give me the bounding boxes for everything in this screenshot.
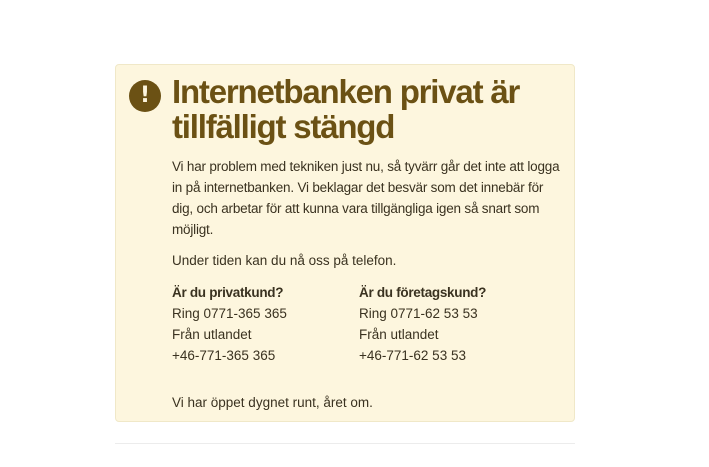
opening-hours-note: Vi har öppet dygnet runt, året om. xyxy=(172,395,373,410)
private-abroad-phone: +46-771-365 365 xyxy=(172,348,276,363)
business-abroad-phone: +46-771-62 53 53 xyxy=(359,348,466,363)
phone-intro-text: Under tiden kan du nå oss på telefon. xyxy=(172,253,397,268)
private-customer-phone: Ring 0771-365 365 xyxy=(172,306,287,321)
alert-title: Internetbanken privat är tillfälligt stängd xyxy=(172,73,520,145)
business-customer-phone: Ring 0771-62 53 53 xyxy=(359,306,478,321)
business-customer-heading: Är du företagskund? xyxy=(359,285,487,300)
business-abroad-label: Från utlandet xyxy=(359,327,439,342)
divider xyxy=(115,443,575,444)
private-customer-heading: Är du privatkund? xyxy=(172,285,284,300)
private-customer-contact xyxy=(172,282,352,366)
business-customer-contact xyxy=(359,282,539,366)
exclamation-circle-icon: ! xyxy=(129,80,161,112)
private-abroad-label: Från utlandet xyxy=(172,327,252,342)
service-outage-alert xyxy=(115,64,575,422)
alert-intro-text: Vi har problem med tekniken just nu, så tyvärr går det inte att logga in på internetbanken. Vi beklagar det besvär som det innebär för dig, och arbetar för att kunna vara tillgängliga igen så snart som möjligt. xyxy=(172,159,560,237)
